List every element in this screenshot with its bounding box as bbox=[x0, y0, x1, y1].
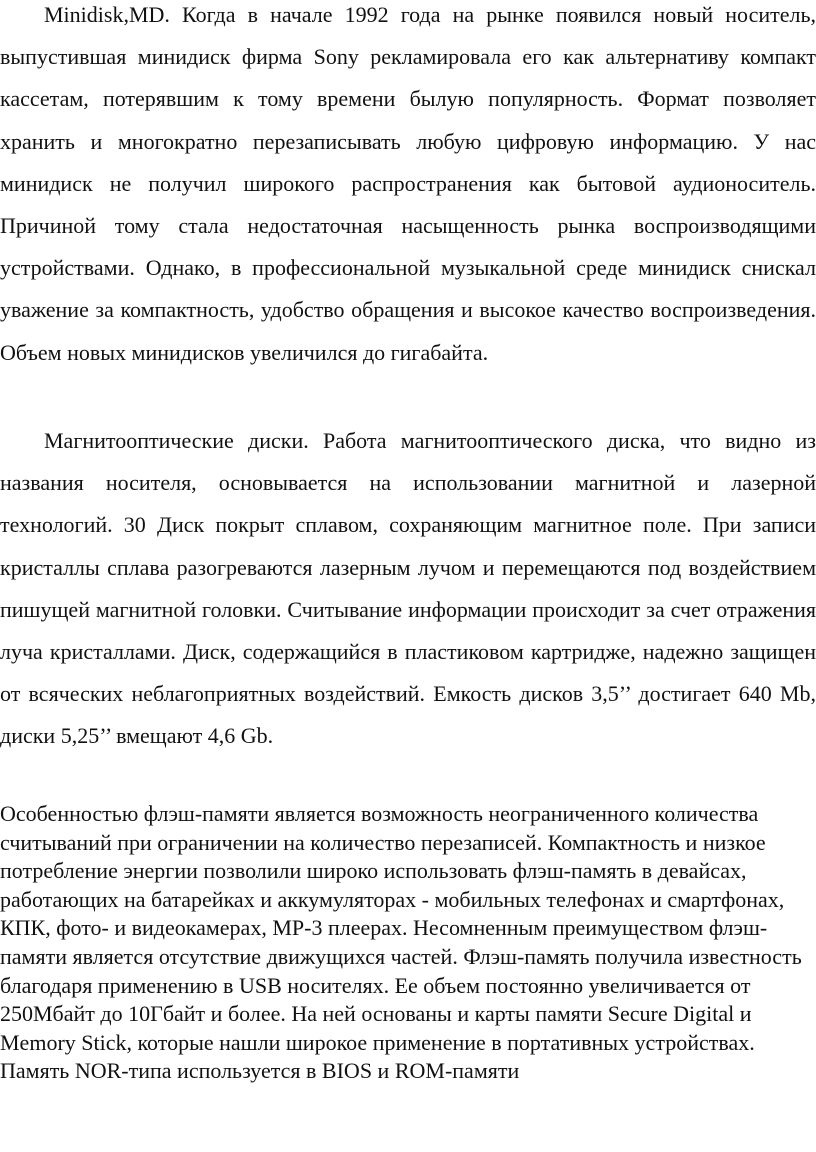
paragraph-flash-memory: Особенностью флэш-памяти является возможность неограниченного количества считываний при ограничении на количество перезаписей. Компактность и низкое потребление энергии позволили широко использовать флэш-память в девайсах, работающих на батарейках и аккумуляторах - мобильных телефонах и смартфонах, КПК, фото- и видеокамерах, MP-3 плеерах. Несомненным преимуществом флэш-памяти является отсутствие движущихся частей. Флэш-память получила известность благодаря применению в USB носителях. Ее объем постоянно увеличивается от 250Мбайт до 10Гбайт и более. На ней основаны и карты памяти Secure Digital и Memory Stick, которые нашли широкое применение в портативных устройствах. Память NOR-типа используется в BIOS и ROM-памяти bbox=[0, 801, 802, 1084]
paragraph-minidisk: Minidisk,MD. Когда в начале 1992 года на рынке появился новый носитель, выпустившая минидиск фирма Sony рекламировала его как альтернативу компакт кассетам, потерявшим к тому времени былую популярность. Формат позволяет хранить и многократно перезаписывать любую цифровую информацию. У нас минидиск не получил широкого распространения как бытовой аудионоситель. Причиной тому стала недостаточная насыщенность рынка воспроизводящими устройствами. Однако, в профессиональной музыкальной среде минидиск снискал уважение за компактность, удобство обращения и высокое качество воспроизведения. Объем новых минидисков увеличился до гигабайта. bbox=[0, 2, 816, 365]
paragraph-magneto-optical: Магнитооптические диски. Работа магнитооптического диска, что видно из названия носителя, основывается на использовании магнитной и лазерной технологий. 30 Диск покрыт сплавом, сохраняющим магнитное поле. При записи кристаллы сплава разогреваются лазерным лучом и перемещаются под воздействием пишущей магнитной головки. Считывание информации происходит за счет отражения луча кристаллами. Диск, содержащийся в пластиковом картридже, надежно защищен от всяческих неблагоприятных воздействий. Емкость дисков 3,5’’ достигает 640 Mb, диски 5,25’’ вмещают 4,6 Gb. bbox=[0, 428, 816, 749]
